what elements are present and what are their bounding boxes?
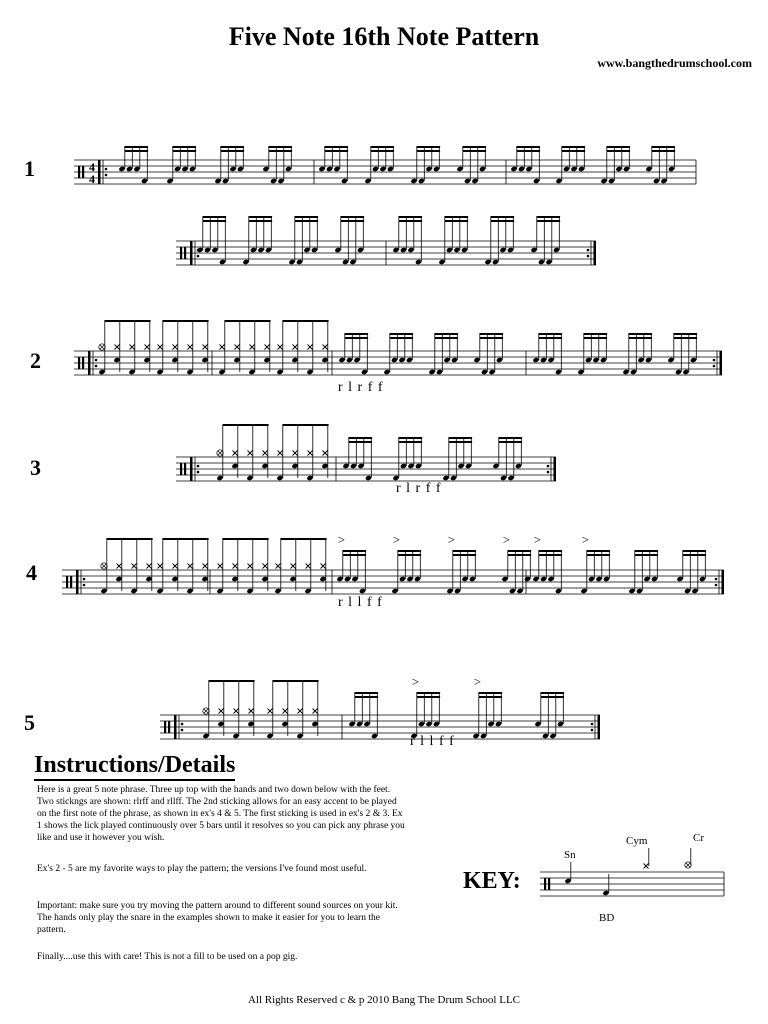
note-beam [325,146,348,148]
note-beam [269,150,292,152]
note-beam [480,333,503,335]
accent-mark: > [337,532,346,547]
repeat-end-barline [594,241,597,265]
repeat-dot [83,584,86,587]
repeat-dot [181,723,184,726]
percussion-clef [78,357,80,369]
note-beam [491,216,514,218]
percussion-clef [66,576,68,588]
repeat-dot [197,255,200,258]
note-beam [249,216,272,218]
note-beam [283,424,329,426]
note-beam [562,146,585,148]
note-beam [163,320,209,322]
note-beam [508,554,531,556]
repeat-dot [547,471,550,474]
percussion-clef [164,721,166,733]
note-beam [203,216,226,218]
accent-mark: > [392,532,401,547]
note-beam [371,146,394,148]
note-beam [398,554,421,556]
note-beam [295,216,318,218]
percussion-clef [82,357,84,369]
note-beam [517,146,540,148]
note-beam [479,696,502,698]
note-beam [343,554,366,556]
note-beam [435,337,458,339]
note-beam [173,146,196,148]
website-url: www.bangthedrumschool.com [597,56,752,70]
percussion-clef [180,463,182,475]
note-beam [173,150,196,152]
repeat-start-barline [76,570,79,594]
note-beam [399,441,422,443]
repeat-dot [95,365,98,368]
note-beam [371,150,394,152]
note-beam [345,333,368,335]
instructions-paragraph: Finally....use this with care! This is not a fill to be used on a pop gig. [37,952,298,962]
sticking-exercise-5: r l l f f [410,734,455,749]
note-beam [537,220,560,222]
note-beam [562,150,585,152]
note-beam [491,220,514,222]
note-beam [349,441,372,443]
accent-mark: > [581,532,590,547]
note-beam [541,692,564,694]
repeat-end-barline [554,457,557,481]
key-bass-drum-label: BD [599,912,615,924]
key-crash-label: Cr [693,832,704,844]
sticking-exercise-3: r l r f f [396,481,442,496]
note-beam [163,538,209,540]
note-beam [652,150,675,152]
note-beam [417,692,440,694]
note-beam [674,337,697,339]
instructions-heading: Instructions/Details [34,751,235,781]
repeat-dot [95,359,98,362]
note-beam [607,150,630,152]
note-beam [453,554,476,556]
instructions-paragraph: Important: make sure you try moving the pattern around to different sound sources on your kit. The hands only play the snare in the examples shown to make it easier for you to learn the pattern. [37,901,398,935]
note-beam [203,220,226,222]
repeat-start-barline [88,351,91,375]
key-label: KEY: [463,868,521,894]
note-beam [587,554,610,556]
note-beam [249,220,272,222]
note-beam [355,696,378,698]
percussion-clef [184,463,186,475]
note-beam [398,550,421,552]
note-beam [221,146,244,148]
note-beam [341,220,364,222]
note-beam [453,550,476,552]
repeat-dot [591,729,594,732]
note-beam [283,320,329,322]
repeat-dot [105,174,108,177]
repeat-end-barline [720,351,723,375]
note-beam [480,337,503,339]
note-beam [517,150,540,152]
note-beam [349,437,372,439]
note-beam [587,550,610,552]
exercise-number-5: 5 [24,710,35,735]
exercise-number-3: 3 [30,455,41,480]
exercise-number-1: 1 [24,156,35,181]
note-beam [341,216,364,218]
note-beam [537,216,560,218]
note-beam [435,333,458,335]
time-signature-bottom: 4 [89,172,95,186]
repeat-dot [197,465,200,468]
note-beam [125,146,148,148]
note-beam [295,220,318,222]
note-beam [635,554,658,556]
repeat-dot [547,465,550,468]
note-beam [683,554,706,556]
repeat-start-barline [190,457,193,481]
sticking-exercise-2: r l r f f [338,380,384,395]
note-beam [629,337,652,339]
note-beam [539,337,562,339]
note-beam [629,333,652,335]
note-beam [209,680,255,682]
note-beam [269,146,292,148]
note-beam [417,150,440,152]
repeat-dot [105,168,108,171]
repeat-start-barline [174,715,177,739]
note-beam [390,337,413,339]
note-beam [417,146,440,148]
note-beam [539,550,562,552]
note-beam [325,150,348,152]
note-beam [399,216,422,218]
note-beam [125,150,148,152]
note-beam [463,150,486,152]
note-beam [499,437,522,439]
repeat-end-barline [598,715,601,739]
percussion-clef [70,576,72,588]
percussion-clef [78,166,80,178]
repeat-dot [181,729,184,732]
repeat-dot [713,365,716,368]
percussion-clef [168,721,170,733]
note-beam [584,333,607,335]
note-beam [399,220,422,222]
note-beam [607,146,630,148]
note-beam [539,333,562,335]
repeat-dot [591,723,594,726]
note-beam [399,437,422,439]
note-beam [343,550,366,552]
percussion-clef [548,878,550,890]
note-beam [539,554,562,556]
note-beam [499,441,522,443]
note-beam [223,424,269,426]
time-signature-top: 4 [89,160,95,174]
note-beam [508,550,531,552]
instructions-paragraph: Here is a great 5 note phrase. Three up top with the hands and two down below with the feet. Two stickngs are shown: rlrff and rllff. The 2nd sticking allows for an easy accent to be played on the first note of the phrase, as shown in ex's 4 & 5. The first sticking is used in ex's 2 & 3. Ex 1 shows the lick played continuously over 5 bars until it resolves so you can pick any phrase you like and use it however you wish. [37,785,405,843]
repeat-dot [587,255,590,258]
accent-mark: > [447,532,456,547]
accent-mark: > [473,674,482,689]
note-beam [355,692,378,694]
instructions-paragraph: Ex's 2 - 5 are my favorite ways to play the pattern; the versions I've found most useful. [37,864,367,874]
note-beam [683,550,706,552]
repeat-dot [713,359,716,362]
note-beam [463,146,486,148]
percussion-clef [82,166,84,178]
note-beam [635,550,658,552]
note-beam [105,320,151,322]
accent-mark: > [502,532,511,547]
exercise-number-2: 2 [30,348,41,373]
key-snare-label: Sn [564,849,576,861]
note-beam [223,538,269,540]
note-beam [107,538,153,540]
page-title: Five Note 16th Note Pattern [228,22,540,51]
note-beam [445,216,468,218]
note-beam [345,337,368,339]
accent-mark: > [533,532,542,547]
repeat-dot [197,471,200,474]
repeat-end-barline [722,570,725,594]
note-beam [674,333,697,335]
percussion-clef [184,247,186,259]
note-beam [652,146,675,148]
note-beam [281,538,327,540]
percussion-clef [544,878,546,890]
exercise-number-4: 4 [26,560,37,585]
note-beam [417,696,440,698]
note-beam [584,337,607,339]
accent-mark: > [411,674,420,689]
note-beam [449,437,472,439]
percussion-clef [180,247,182,259]
repeat-dot [83,578,86,581]
repeat-start-barline [98,160,101,184]
note-beam [541,696,564,698]
repeat-dot [715,578,718,581]
note-beam [390,333,413,335]
note-beam [225,320,271,322]
sticking-exercise-4: r l l f f [338,595,383,610]
note-beam [449,441,472,443]
note-beam [273,680,319,682]
key-cymbal-label: Cym [626,835,648,847]
repeat-dot [715,584,718,587]
copyright-footer: All Rights Reserved c & p 2010 Bang The Drum School LLC [247,994,521,1006]
note-beam [221,150,244,152]
repeat-dot [587,249,590,252]
note-beam [479,692,502,694]
repeat-start-barline [190,241,193,265]
note-beam [445,220,468,222]
